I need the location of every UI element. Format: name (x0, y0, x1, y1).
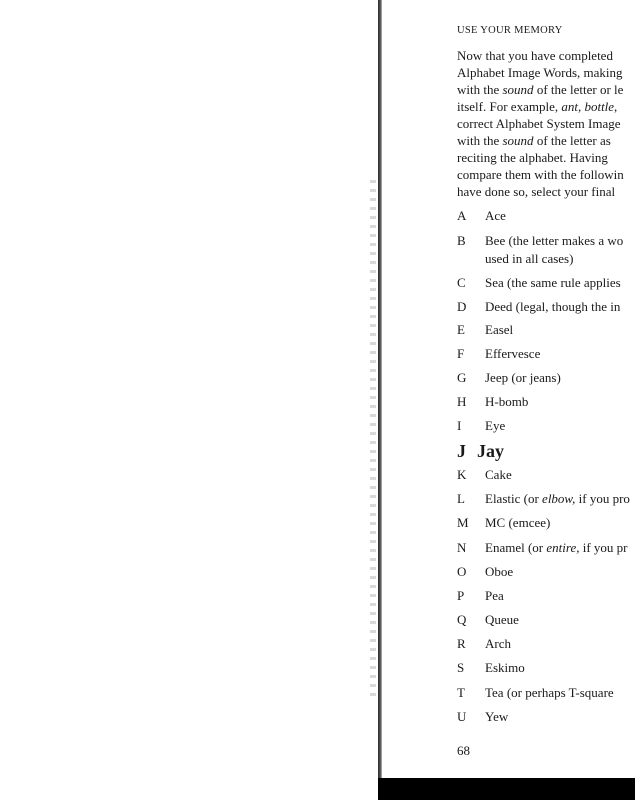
alphabet-entry-k (457, 467, 512, 483)
book-gutter (378, 0, 382, 800)
paragraph-line (457, 98, 635, 115)
alphabet-entry-q (457, 612, 519, 628)
alphabet-entry-c (457, 275, 621, 291)
entry-word: Bee (the letter makes a wo (485, 233, 624, 248)
alphabet-entry-l (457, 491, 630, 507)
alphabet-entry-i (457, 418, 505, 434)
entry-word: Oboe (485, 564, 514, 579)
text-run: of the letter as (533, 133, 611, 148)
entry-letter: T (457, 685, 465, 700)
text-run: Now that you have completed (457, 48, 613, 63)
text-run: of the letter or le (533, 82, 624, 97)
entry-word: Eskimo (485, 660, 525, 675)
paragraph-line (457, 81, 635, 98)
italic-text: elbow, (542, 491, 576, 506)
entry-letter: O (457, 564, 467, 579)
entry-word: Sea (the same rule applies (485, 275, 621, 290)
entry-word-continued: used in all cases) (485, 251, 574, 266)
entry-letter: G (457, 370, 467, 385)
entry-letter: I (457, 418, 462, 433)
alphabet-entry-t (457, 685, 614, 701)
entry-word: Enamel (or entire, if you pr (485, 540, 628, 555)
entry-letter: B (457, 233, 466, 248)
italic-text: ant, bottle, (561, 99, 618, 114)
entry-letter: K (457, 467, 467, 482)
entry-word: Yew (485, 709, 509, 724)
entry-letter: A (457, 208, 467, 223)
text-run: itself. For example, (457, 99, 562, 114)
paragraph-line (457, 64, 635, 81)
text-run: Alphabet Image Words, making (457, 65, 623, 80)
entry-word: Effervesce (485, 346, 541, 361)
alphabet-entry-s (457, 660, 525, 676)
alphabet-entry-m (457, 515, 550, 531)
paragraph-line (457, 183, 635, 200)
entry-word: Easel (485, 322, 514, 337)
intro-paragraph (457, 47, 635, 200)
text-run: correct Alphabet System Image (457, 116, 621, 131)
entry-word: Jeep (or jeans) (485, 370, 561, 385)
alphabet-entry-b (457, 233, 623, 267)
alphabet-entry-d (457, 299, 620, 315)
page-number: 68 (457, 743, 470, 758)
entry-word: Cake (485, 467, 512, 482)
paragraph-line (457, 115, 635, 132)
text-run: with the (457, 133, 503, 148)
italic-text: entire, (546, 540, 580, 555)
entry-letter: H (457, 394, 467, 409)
entry-letter: R (457, 636, 466, 651)
entry-word: Pea (485, 588, 504, 603)
alphabet-entry-n (457, 540, 628, 556)
gutter-shadow (370, 180, 376, 700)
alphabet-entry-g (457, 370, 561, 386)
entry-letter: L (457, 491, 465, 506)
scan-edge-bar (378, 778, 635, 800)
paragraph-line (457, 47, 635, 64)
entry-letter: N (457, 540, 467, 555)
entry-letter: M (457, 515, 469, 530)
entry-letter: Q (457, 612, 467, 627)
entry-word: Ace (485, 208, 506, 223)
entry-word: MC (emcee) (485, 515, 551, 530)
text-run: reciting the alphabet. Having (457, 150, 608, 165)
text-run: with the (457, 82, 503, 97)
alphabet-entry-f (457, 346, 540, 362)
entry-letter: S (457, 660, 465, 675)
entry-letter: U (457, 709, 467, 724)
entry-word: Tea (or perhaps T-square (485, 685, 614, 700)
paragraph-line (457, 166, 635, 183)
entry-letter: J (457, 441, 466, 461)
italic-text: sound (502, 133, 534, 148)
alphabet-entry-a (457, 208, 506, 224)
book-page (457, 0, 635, 778)
text-run: compare them with the followin (457, 167, 624, 182)
alphabet-entry-e (457, 322, 513, 338)
entry-word: H-bomb (485, 394, 529, 409)
alphabet-entry-p (457, 588, 504, 604)
entry-letter: D (457, 299, 467, 314)
italic-text: sound (502, 82, 534, 97)
entry-word: Jay (477, 441, 504, 461)
alphabet-entry-o (457, 564, 513, 580)
entry-word: Deed (legal, though the in (485, 299, 621, 314)
entry-word: Arch (485, 636, 511, 651)
entry-word: Elastic (or elbow, if you pro (485, 491, 630, 506)
entry-word: Eye (485, 418, 506, 433)
alphabet-entry-u (457, 709, 508, 725)
text-run: have done so, select your final (457, 184, 616, 199)
entry-letter: C (457, 275, 466, 290)
entry-letter: F (457, 346, 465, 361)
alphabet-entry-j (457, 441, 504, 462)
running-head: USE YOUR MEMORY (457, 25, 563, 36)
entry-word: Queue (485, 612, 519, 627)
alphabet-entry-h (457, 394, 528, 410)
entry-letter: E (457, 322, 465, 337)
entry-letter: P (457, 588, 465, 603)
paragraph-line (457, 149, 635, 166)
paragraph-line (457, 132, 635, 149)
alphabet-entry-r (457, 636, 511, 652)
